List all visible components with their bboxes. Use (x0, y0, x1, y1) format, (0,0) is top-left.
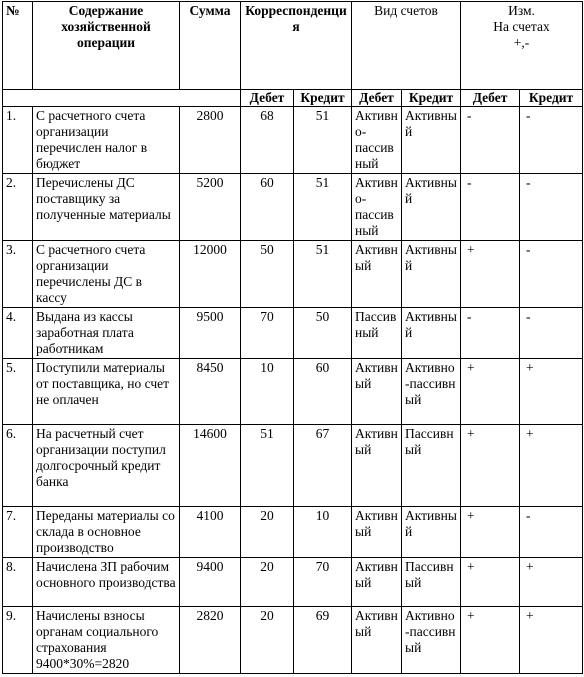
debit-account: 50 (241, 241, 294, 308)
debit-account-type: Активный (352, 425, 402, 507)
debit-account: 70 (241, 308, 294, 359)
header-type-credit: Кредит (402, 90, 461, 107)
header-change-credit: Кредит (520, 90, 583, 107)
debit-account-type: Активный (352, 607, 402, 674)
operation-content: На расчетный счет организации поступил долгосрочный кредит банка (33, 425, 180, 507)
header-type-debit: Дебет (352, 90, 402, 107)
row-number: 4. (3, 308, 33, 359)
header-sum: Сумма (180, 2, 241, 90)
debit-account-type: Активный (352, 241, 402, 308)
debit-change: + (461, 558, 520, 607)
operations-table (2, 1, 583, 674)
row-number: 9. (3, 607, 33, 674)
credit-change: + (520, 359, 583, 425)
debit-change: - (461, 107, 520, 174)
credit-account: 69 (294, 607, 352, 674)
credit-account-type: Активно-пассивный (402, 607, 461, 674)
debit-account-type: Активный (352, 558, 402, 607)
operation-sum: 9400 (180, 558, 241, 607)
operation-sum: 8450 (180, 359, 241, 425)
credit-account: 50 (294, 308, 352, 359)
table-row (3, 107, 583, 174)
debit-account-type: Активно-пассивный (352, 107, 402, 174)
credit-account: 51 (294, 107, 352, 174)
operation-sum: 14600 (180, 425, 241, 507)
header-corr-credit: Кредит (294, 90, 352, 107)
header-change (461, 2, 583, 90)
header-content: Содержание хозяйственной операции (33, 2, 180, 90)
debit-account-type: Активный (352, 359, 402, 425)
operation-content: Начислена ЗП рабочим основного производства (33, 558, 180, 607)
debit-change: + (461, 359, 520, 425)
credit-account-type: Пассивный (402, 425, 461, 507)
debit-change: - (461, 174, 520, 241)
credit-change: + (520, 425, 583, 507)
debit-change: + (461, 241, 520, 308)
header-account-type: Вид счетов (352, 2, 461, 90)
credit-account: 51 (294, 174, 352, 241)
table-row (3, 174, 583, 241)
debit-account: 60 (241, 174, 294, 241)
operation-content: Поступили материалы от поставщика, но счет не оплачен (33, 359, 180, 425)
debit-account: 20 (241, 507, 294, 558)
credit-account-type: Активный (402, 308, 461, 359)
credit-change: - (520, 507, 583, 558)
credit-account: 60 (294, 359, 352, 425)
operation-content: Начислены взносы органам социального страхования 9400*30%=2820 (33, 607, 180, 674)
debit-change: + (461, 607, 520, 674)
operation-sum: 12000 (180, 241, 241, 308)
operation-content: С расчетного счета организации перечислены ДС в кассу (33, 241, 180, 308)
table-row (3, 241, 583, 308)
credit-account: 67 (294, 425, 352, 507)
operation-sum: 2800 (180, 107, 241, 174)
credit-account-type: Активный (402, 174, 461, 241)
credit-account-type: Активно-пассивный (402, 359, 461, 425)
debit-account: 51 (241, 425, 294, 507)
debit-account: 68 (241, 107, 294, 174)
credit-change: + (520, 558, 583, 607)
row-number: 5. (3, 359, 33, 425)
debit-change: - (461, 308, 520, 359)
row-number: 3. (3, 241, 33, 308)
debit-account-type: Активно-пассивный (352, 174, 402, 241)
header-change-line3: +,- (513, 35, 530, 50)
operation-content: Выдана из кассы заработная плата работникам (33, 308, 180, 359)
credit-account-type: Пассивный (402, 558, 461, 607)
debit-change: + (461, 507, 520, 558)
credit-change: + (520, 607, 583, 674)
table-row (3, 359, 583, 425)
debit-account: 20 (241, 607, 294, 674)
row-number: 8. (3, 558, 33, 607)
table-row (3, 308, 583, 359)
table-row (3, 558, 583, 607)
credit-account: 51 (294, 241, 352, 308)
credit-account: 10 (294, 507, 352, 558)
credit-change: - (520, 107, 583, 174)
operation-sum: 2820 (180, 607, 241, 674)
table-row (3, 425, 583, 507)
debit-account-type: Пассивный (352, 308, 402, 359)
header-subrow-blank (3, 90, 241, 107)
credit-account-type: Активный (402, 507, 461, 558)
debit-account: 20 (241, 558, 294, 607)
header-number: № (3, 2, 33, 90)
row-number: 6. (3, 425, 33, 507)
operation-sum: 9500 (180, 308, 241, 359)
credit-change: - (520, 241, 583, 308)
operation-sum: 4100 (180, 507, 241, 558)
operation-sum: 5200 (180, 174, 241, 241)
operation-content: С расчетного счета организации перечислен налог в бюджет (33, 107, 180, 174)
operation-content: Перечислены ДС поставщику за полученные материалы (33, 174, 180, 241)
table-row (3, 607, 583, 674)
header-corr-debit: Дебет (241, 90, 294, 107)
row-number: 1. (3, 107, 33, 174)
header-change-debit: Дебет (461, 90, 520, 107)
header-change-line2: На счетах (493, 19, 550, 34)
debit-account: 10 (241, 359, 294, 425)
credit-change: - (520, 174, 583, 241)
row-number: 7. (3, 507, 33, 558)
operation-content: Переданы материалы со склада в основное производство (33, 507, 180, 558)
header-change-line1: Изм. (508, 3, 535, 18)
credit-account-type: Активный (402, 241, 461, 308)
header-correspondence: Корреспонденция (241, 2, 352, 90)
table-row (3, 507, 583, 558)
debit-account-type: Активный (352, 507, 402, 558)
credit-change: - (520, 308, 583, 359)
debit-change: + (461, 425, 520, 507)
credit-account-type: Активный (402, 107, 461, 174)
row-number: 2. (3, 174, 33, 241)
credit-account: 70 (294, 558, 352, 607)
